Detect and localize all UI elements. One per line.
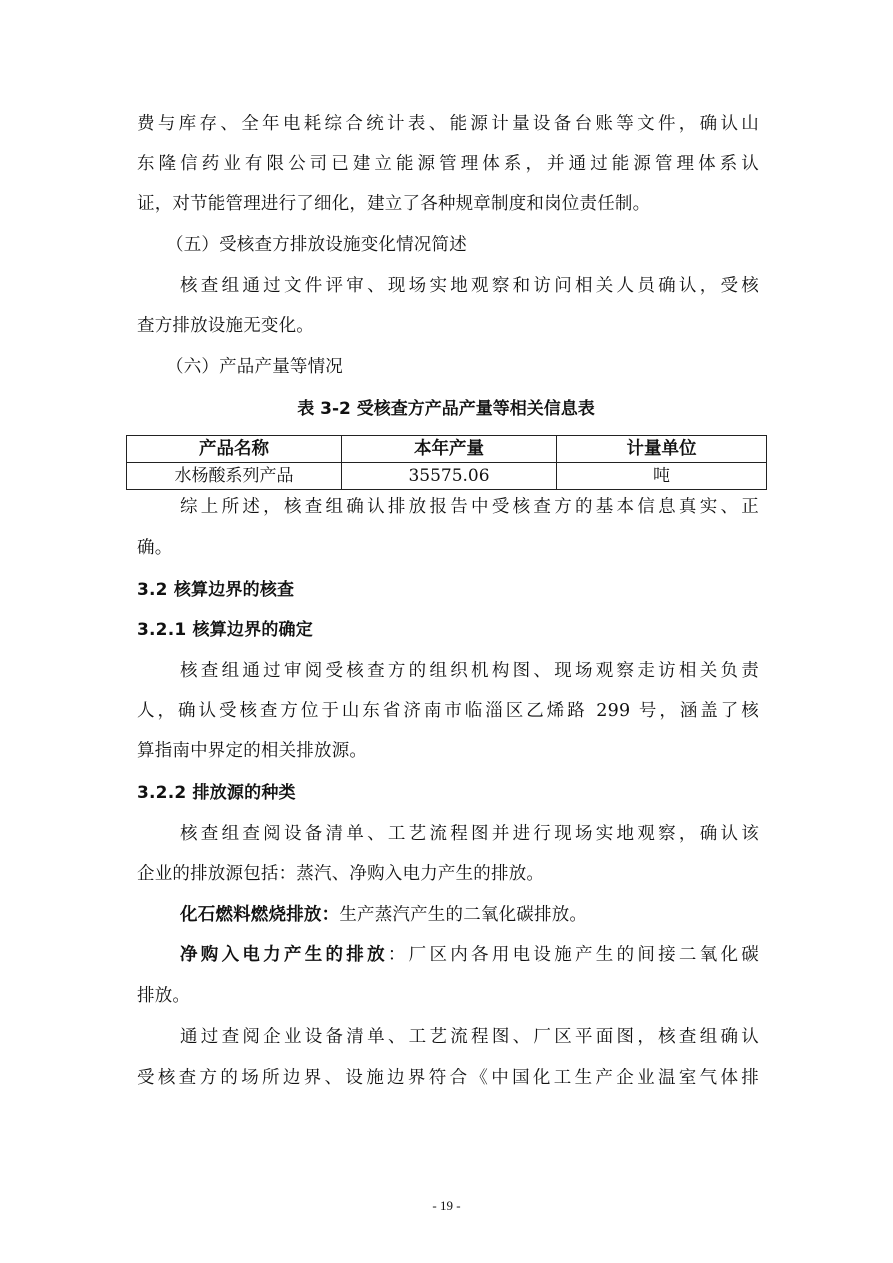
header-annual-output: 本年产量 (342, 436, 557, 463)
paragraph-line: 算指南中界定的相关排放源。 (137, 741, 368, 761)
paragraph-line: 核查组通过审阅受核查方的组织机构图、现场观察走访相关负责 (180, 661, 759, 681)
paragraph-line: 核查组查阅设备清单、工艺流程图并进行现场实地观察，确认该 (180, 824, 759, 844)
header-unit: 计量单位 (557, 436, 767, 463)
fossil-fuel-line (180, 903, 759, 927)
cell-annual-output: 35575.06 (342, 463, 557, 490)
section-title-6: （六）产品产量等情况 (166, 357, 343, 377)
cell-product-name: 水杨酸系列产品 (127, 463, 342, 490)
paragraph-line: 受核查方的场所边界、设施边界符合《中国化工生产企业温室气体排 (137, 1068, 759, 1088)
table-row (127, 463, 767, 490)
cell-unit: 吨 (557, 463, 767, 490)
paragraph-line: 确。 (137, 538, 173, 558)
heading-3-2-2: 3.2.2 排放源的种类 (137, 783, 296, 803)
fossil-fuel-text: 生产蒸汽产生的二氧化碳排放。 (339, 905, 588, 925)
paragraph-line: 排放。 (137, 986, 191, 1006)
paragraph-line: 通过查阅企业设备清单、工艺流程图、厂区平面图，核查组确认 (180, 1027, 759, 1047)
paragraph-line: 综上所述，核查组确认排放报告中受核查方的基本信息真实、正 (180, 497, 759, 517)
paragraph-line: 企业的排放源包括：蒸汽、净购入电力产生的排放。 (137, 864, 545, 884)
paragraph-line: 证，对节能管理进行了细化，建立了各种规章制度和岗位责任制。 (137, 194, 651, 214)
electricity-text: ：厂区内各用电设施产生的间接二氧化碳 (387, 945, 759, 965)
heading-3-2-1: 3.2.1 核算边界的确定 (137, 620, 313, 640)
fossil-fuel-label: 化石燃料燃烧排放： (180, 905, 340, 925)
heading-3-2: 3.2 核算边界的核查 (137, 580, 295, 600)
product-output-table (126, 435, 767, 490)
paragraph-line: 东隆信药业有限公司已建立能源管理体系，并通过能源管理体系认 (137, 154, 759, 174)
paragraph-line: 核查组通过文件评审、现场实地观察和访问相关人员确认，受核 (180, 276, 759, 296)
paragraph-line: 查方排放设施无变化。 (137, 316, 314, 336)
table-header-row (127, 436, 767, 463)
section-title-5: （五）受核查方排放设施变化情况简述 (166, 235, 467, 255)
paragraph-line: 费与库存、全年电耗综合统计表、能源计量设备台账等文件，确认山 (137, 114, 759, 134)
electricity-line (180, 943, 759, 967)
table-caption: 表 3-2 受核查方产品产量等相关信息表 (297, 399, 595, 419)
page-number: - 19 - (432, 1198, 461, 1213)
paragraph-line: 人，确认受核查方位于山东省济南市临淄区乙烯路 299 号，涵盖了核 (137, 701, 759, 721)
header-product-name: 产品名称 (127, 436, 342, 463)
electricity-label: 净购入电力产生的排放 (180, 945, 388, 965)
